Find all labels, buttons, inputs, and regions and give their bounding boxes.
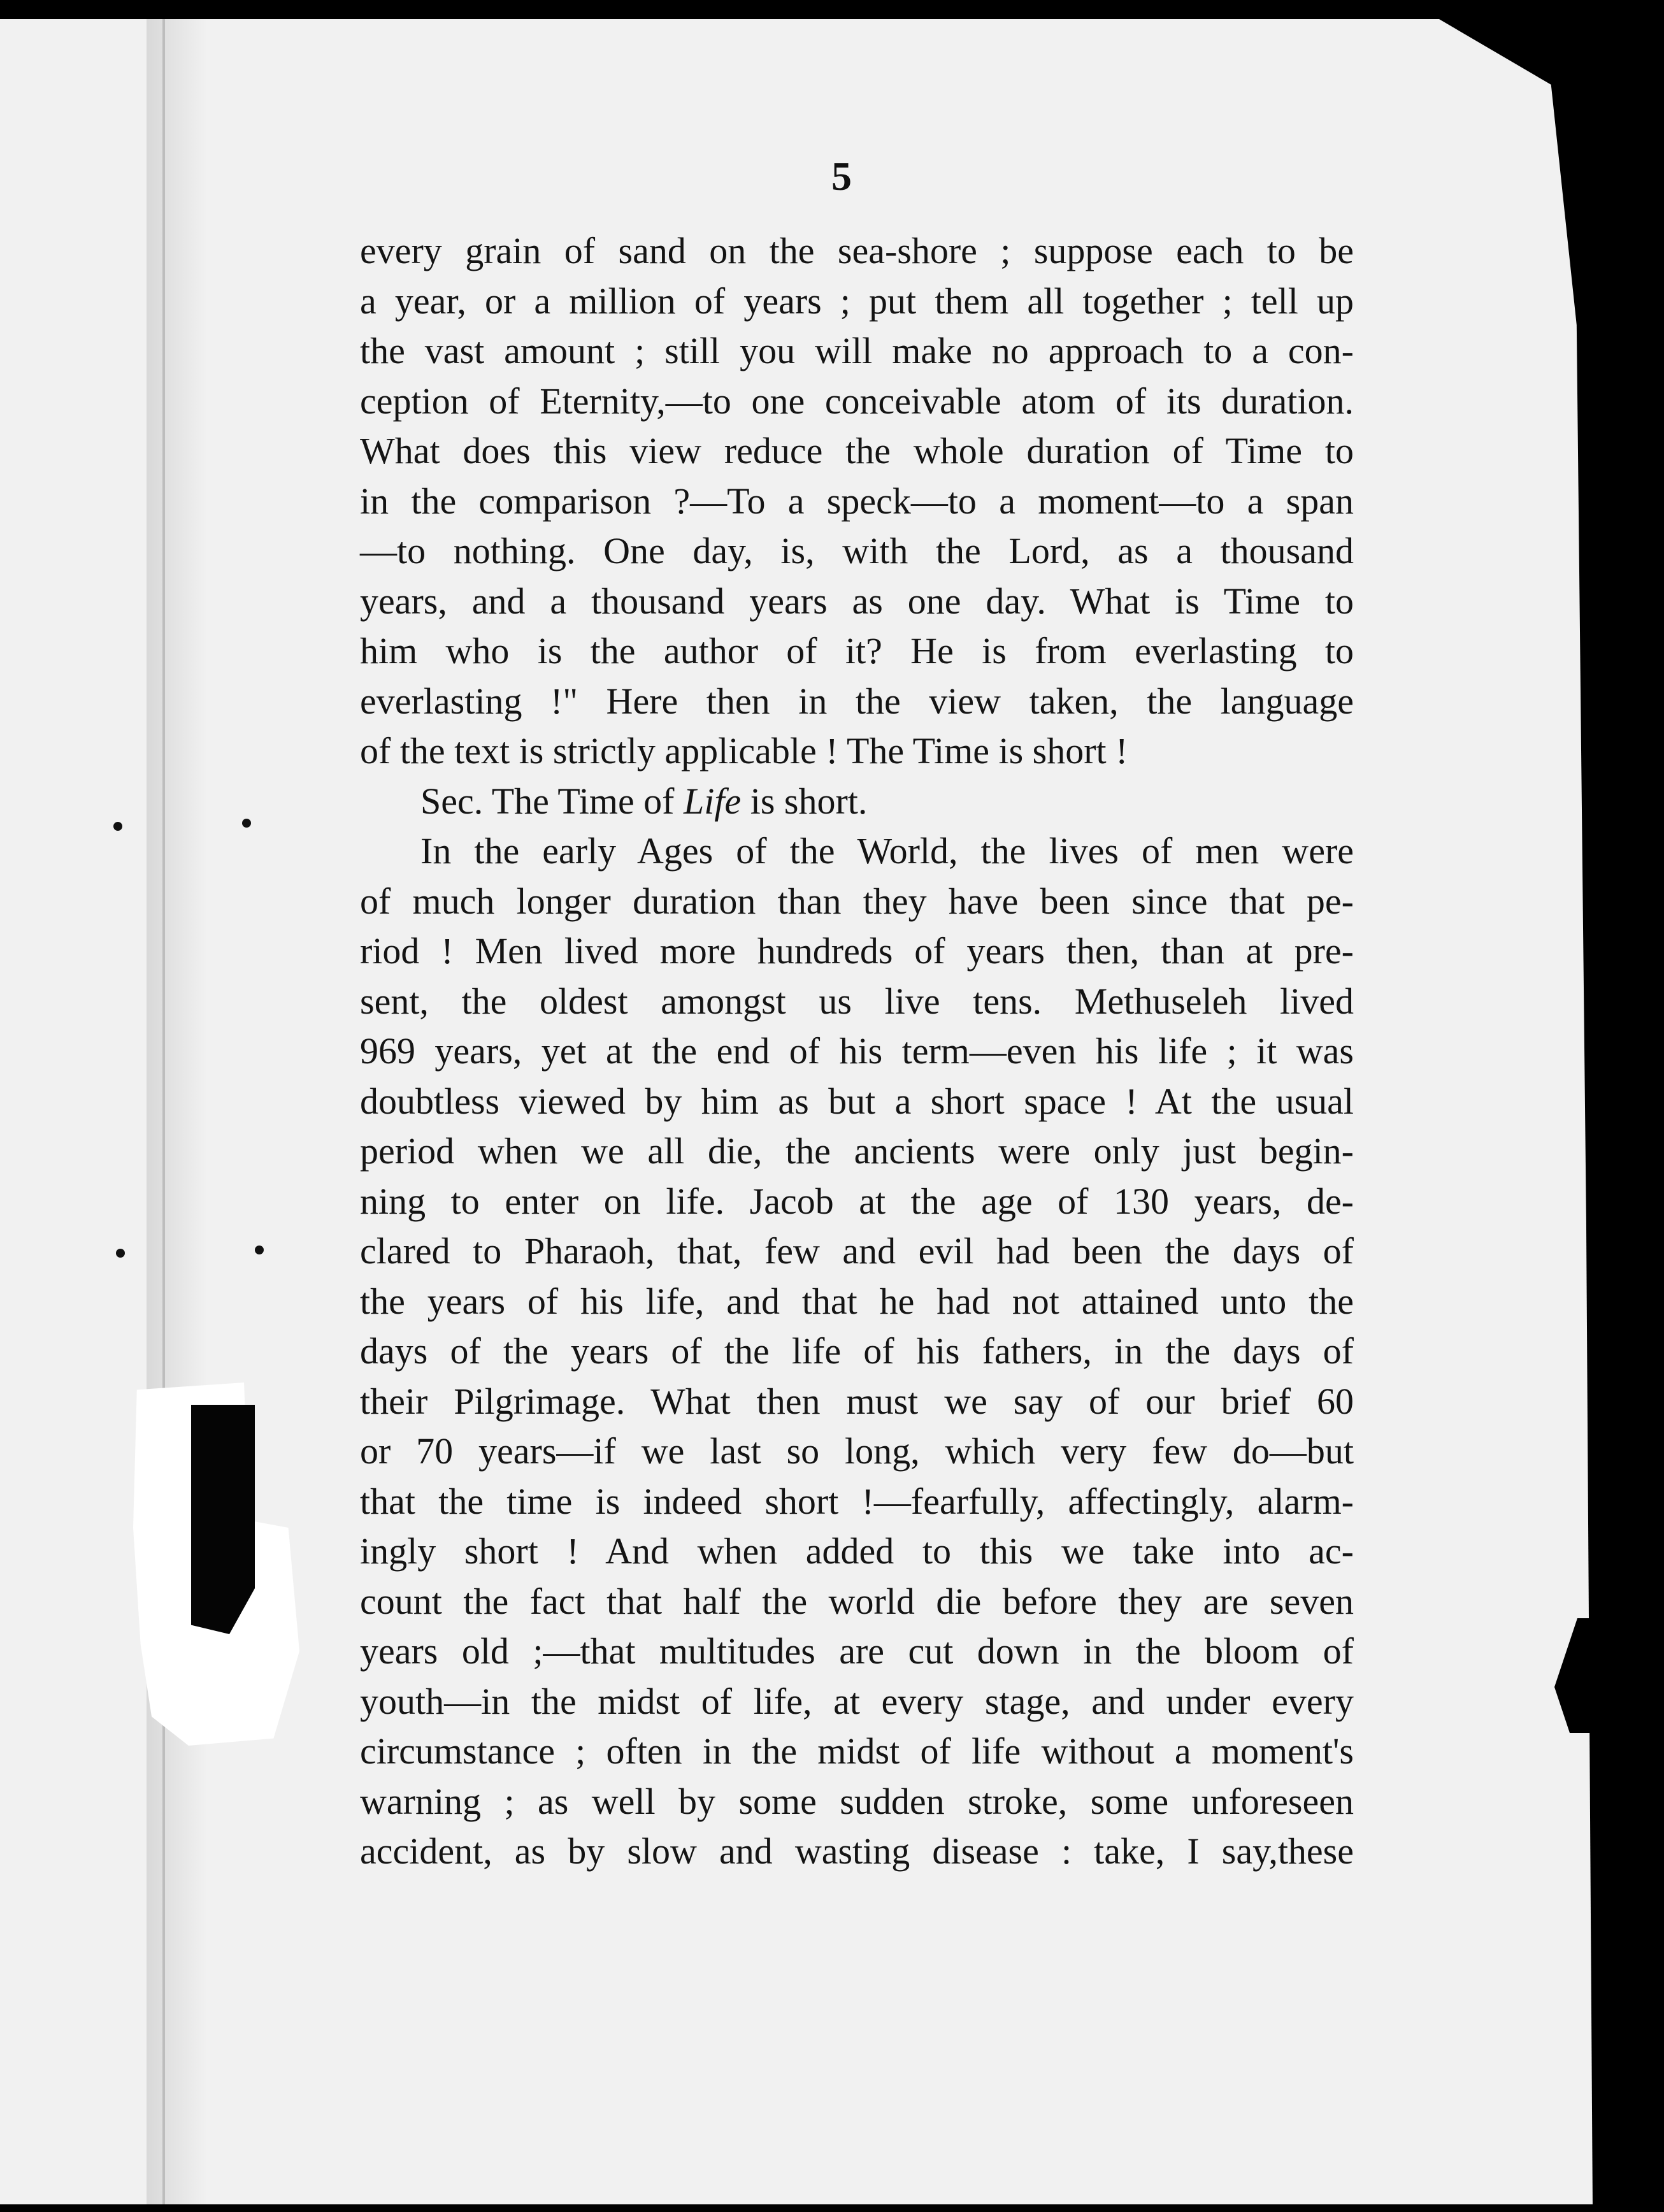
text-line: In the early Ages of the World, the lives of men were: [420, 830, 1354, 872]
text-line: —to nothing. One day, is, with the Lord, as a thousand: [360, 530, 1354, 571]
text-line: or 70 years—if we last so long, which very few do—but: [360, 1430, 1354, 1472]
text-line: that the time is indeed short !—fearfully, affectingly, alarm-: [360, 1480, 1354, 1522]
text-line: their Pilgrimage. What then must we say of our brief 60: [360, 1380, 1354, 1422]
page-fold-shadow: [147, 19, 223, 2204]
text-line: youth—in the midst of life, at every stage, and under every: [360, 1680, 1354, 1722]
text-line: the vast amount ; still you will make no approach to a con-: [360, 330, 1354, 371]
binding-hole-mark: [242, 819, 251, 828]
text-line: accident, as by slow and wasting disease : take, I say,these: [360, 1830, 1354, 1872]
text-line: clared to Pharaoh, that, few and evil had been the days of: [360, 1230, 1354, 1272]
text-line: a year, or a million of years ; put them all together ; tell up: [360, 280, 1354, 322]
page-number: 5: [831, 154, 852, 199]
text-line: ning to enter on life. Jacob at the age of 130 years, de-: [360, 1180, 1354, 1222]
binding-hole-mark: [255, 1246, 264, 1254]
text-line: period when we all die, the ancients were only just begin-: [360, 1130, 1354, 1172]
text-line: him who is the author of it? He is from everlasting to: [360, 630, 1354, 672]
text-line: ingly short ! And when added to this we take into ac-: [360, 1530, 1354, 1572]
text-line: What does this view reduce the whole duration of Time to: [360, 430, 1354, 471]
text-line: days of the years of the life of his fathers, in the days of: [360, 1330, 1354, 1372]
text-line: 969 years, yet at the end of his term—even his life ; it was: [360, 1030, 1354, 1072]
text-line: of much longer duration than they have been since that pe-: [360, 880, 1354, 922]
section-heading-suffix: is short.: [741, 780, 868, 822]
text-line: ception of Eternity,—to one conceivable atom of its duration.: [360, 380, 1354, 422]
text-line: years old ;—that multitudes are cut down in the bloom of: [360, 1630, 1354, 1672]
text-line: of the text is strictly applicable ! The Time is short !: [360, 730, 1128, 772]
text-line: everlasting !" Here then in the view taken, the language: [360, 680, 1354, 722]
text-line: in the comparison ?—To a speck—to a moment—to a span: [360, 480, 1354, 522]
section-heading-emphasis: Life: [684, 780, 742, 822]
text-line: count the fact that half the world die before they are seven: [360, 1580, 1354, 1622]
text-line: every grain of sand on the sea-shore ; suppose each to be: [360, 230, 1354, 271]
page-fold-line: [162, 19, 165, 2204]
text-line: years, and a thousand years as one day. What is Time to: [360, 580, 1354, 622]
paper-damage-shadow: [191, 1405, 255, 1634]
text-line: sent, the oldest amongst us live tens. Methuseleh lived: [360, 980, 1354, 1022]
section-heading-prefix: Sec. The Time of: [420, 780, 684, 822]
page-text: [360, 226, 1354, 1877]
text-line: circumstance ; often in the midst of life without a moment's: [360, 1730, 1354, 1772]
section-heading: [360, 777, 1354, 827]
text-line: warning ; as well by some sudden stroke, some unforeseen: [360, 1780, 1354, 1822]
text-line: doubtless viewed by him as but a short space ! At the usual: [360, 1080, 1354, 1122]
binding-hole-mark: [113, 822, 122, 831]
text-line: the years of his life, and that he had not attained unto the: [360, 1280, 1354, 1322]
binding-hole-mark: [116, 1249, 125, 1258]
text-line: riod ! Men lived more hundreds of years then, than at pre-: [360, 930, 1354, 972]
